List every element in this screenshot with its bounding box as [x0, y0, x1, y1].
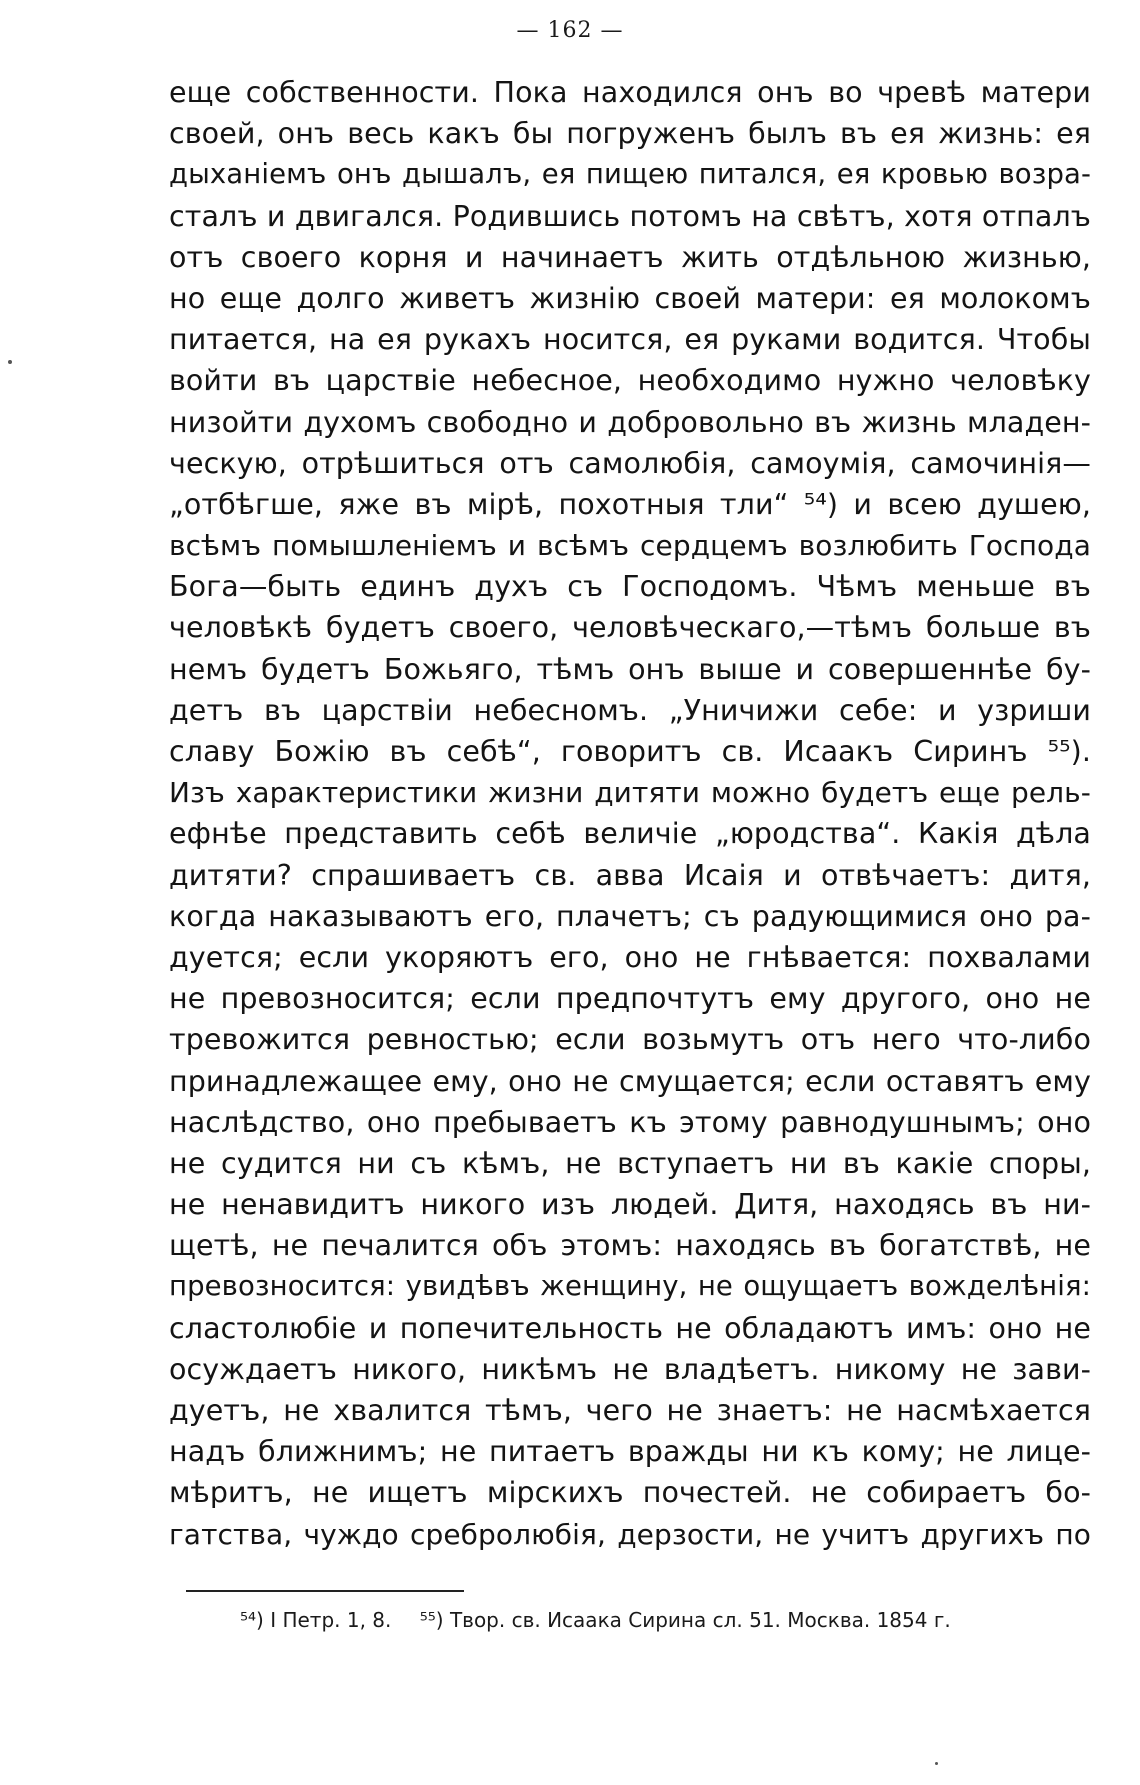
text-line: дитяти? спрашиваетъ св. авва Исаія и отвѣчаетъ: дитя, [169, 858, 1091, 892]
text-line: войти въ царствіе небесное, необходимо нужно человѣку [169, 364, 1091, 398]
text-line: детъ въ царствіи небесномъ. „Уничижи себе: и узриши [169, 693, 1091, 727]
text-line: тревожится ревностью; если возьмутъ отъ него что-либо [169, 1023, 1091, 1057]
paper-speck [8, 360, 12, 364]
text-line: своей, онъ весь какъ бы погруженъ былъ въ ея жизнь: ея [169, 117, 1091, 151]
text-line: принадлежащее ему, оно не смущается; если оставятъ ему [169, 1064, 1091, 1098]
text-line: Бога—быть единъ духъ съ Господомъ. Чѣмъ меньше въ [169, 570, 1091, 604]
text-line: низойти духомъ свободно и добровольно въ жизнь младен- [169, 405, 1091, 439]
footnote-54: ⁵⁴) І Петр. 1, 8. [240, 1608, 392, 1632]
text-line: всѣмъ помышленіемъ и всѣмъ сердцемъ возлюбить Господа [169, 529, 1091, 563]
text-line: мѣритъ, не ищетъ мірскихъ почестей. не собираетъ бо- [169, 1476, 1091, 1510]
text-line: сталъ и двигался. Родившись потомъ на свѣтъ, хотя отпалъ [169, 199, 1091, 233]
text-line: сластолюбіе и попечительность не обладаютъ имъ: оно не [169, 1311, 1091, 1345]
text-line: человѣкѣ будетъ своего, человѣческаго,—тѣмъ больше въ [169, 611, 1091, 645]
text-line: не превозносится; если предпочтутъ ему другого, оно не [169, 982, 1091, 1016]
paper-speck [935, 1762, 938, 1765]
text-line: еще собственности. Пока находился онъ во чревѣ матери [169, 76, 1091, 109]
text-line: надъ ближнимъ; не питаетъ вражды ни къ кому; не лице- [169, 1435, 1091, 1469]
footnote-separator [186, 1590, 464, 1592]
text-line: щетѣ, не печалится объ этомъ: находясь въ богатствѣ, не [169, 1229, 1091, 1263]
text-line: „отбѣгше, яже въ мірѣ, похотныя тли“ ⁵⁴) и всею душею, [169, 487, 1091, 521]
text-line: славу Божію въ себѣ“, говоритъ св. Исаакъ Сиринъ ⁵⁵). [169, 735, 1091, 768]
text-line: превозносится: увидѣвъ женщину, не ощущаетъ вожделѣнія: [169, 1270, 1091, 1303]
text-line: немъ будетъ Божьяго, тѣмъ онъ выше и совершеннѣе бу- [169, 652, 1091, 686]
text-line: наслѣдство, оно пребываетъ къ этому равнодушнымъ; оно [169, 1105, 1091, 1139]
text-line: когда наказываютъ его, плачетъ; съ радующимися оно ра- [169, 899, 1091, 933]
text-line: не судится ни съ кѣмъ, не вступаетъ ни въ какіе споры, [169, 1146, 1091, 1180]
text-line: Изъ характеристики жизни дитяти можно будетъ еще рель- [169, 776, 1091, 810]
text-line: дыханіемъ онъ дышалъ, ея пищею питался, ея кровью возра- [169, 158, 1091, 191]
text-line: питается, на ея рукахъ носится, ея руками водится. Чтобы [169, 323, 1091, 357]
page-number: — 162 — [516, 18, 624, 43]
text-line: ефнѣе представить себѣ величіе „юродства“. Какія дѣла [169, 817, 1091, 851]
text-line: ческую, отрѣшиться отъ самолюбія, самоумія, самочинія— [169, 446, 1091, 480]
text-line: дуетъ, не хвалится тѣмъ, чего не знаетъ: не насмѣхается [169, 1394, 1091, 1427]
footnote-55: ⁵⁵) Твор. св. Исаака Сирина сл. 51. Москва. 1854 г. [419, 1608, 951, 1632]
footnotes [240, 1600, 951, 1640]
text-line: но еще долго живетъ жизнію своей матери: ея молокомъ [169, 281, 1091, 315]
body-text [169, 72, 1091, 1555]
text-line: дуется; если укоряютъ его, оно не гнѣвается: похвалами [169, 940, 1091, 974]
text-line: отъ своего корня и начинаетъ жить отдѣльною жизнью, [169, 240, 1091, 274]
text-line: гатства, чуждо сребролюбія, дерзости, не учитъ другихъ по [169, 1517, 1091, 1551]
text-line: не ненавидитъ никого изъ людей. Дитя, находясь въ ни- [169, 1188, 1091, 1222]
text-line: осуждаетъ никого, никѣмъ не владѣетъ. никому не зави- [169, 1352, 1091, 1386]
